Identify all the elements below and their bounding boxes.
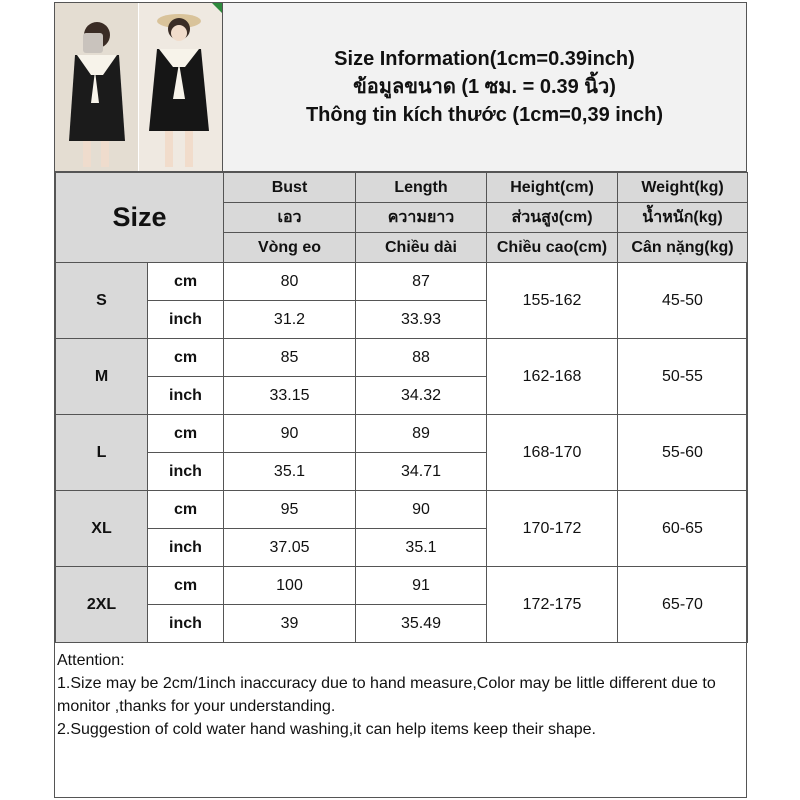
length-inch-value: 35.1 xyxy=(356,529,487,567)
bust-cm-value: 95 xyxy=(224,491,356,529)
unit-cm: cm xyxy=(148,491,224,529)
unit-inch: inch xyxy=(148,377,224,415)
weight-range: 65-70 xyxy=(618,567,748,643)
height-range: 168-170 xyxy=(487,415,618,491)
bust-inch-value: 39 xyxy=(224,605,356,643)
height-range: 170-172 xyxy=(487,491,618,567)
size-label-xl: XL xyxy=(56,491,148,567)
unit-cm: cm xyxy=(148,339,224,377)
unit-cm: cm xyxy=(148,415,224,453)
height-range: 155-162 xyxy=(487,263,618,339)
weight-range: 55-60 xyxy=(618,415,748,491)
table-row xyxy=(56,567,748,605)
height-header-vi: Chiều cao(cm) xyxy=(487,233,618,263)
size-column-title: Size xyxy=(56,173,224,263)
bust-cm-value: 80 xyxy=(224,263,356,301)
unit-inch: inch xyxy=(148,529,224,567)
length-inch-value: 34.32 xyxy=(356,377,487,415)
length-cm-value: 89 xyxy=(356,415,487,453)
length-cm-value: 87 xyxy=(356,263,487,301)
attention-note-2: 2.Suggestion of cold water hand washing,it can help items keep their shape. xyxy=(57,721,596,738)
height-header-en: Height(cm) xyxy=(487,173,618,203)
bust-cm-value: 90 xyxy=(224,415,356,453)
length-inch-value: 33.93 xyxy=(356,301,487,339)
unit-inch: inch xyxy=(148,605,224,643)
table-row xyxy=(56,415,748,453)
weight-header-th: น้ำหนัก(kg) xyxy=(618,203,748,233)
size-table xyxy=(55,172,748,643)
size-label-m: M xyxy=(56,339,148,415)
height-range: 162-168 xyxy=(487,339,618,415)
header-title-english: Size Information(1cm=0.39inch) xyxy=(334,48,635,70)
product-photo-image xyxy=(55,3,222,171)
size-label-2xl: 2XL xyxy=(56,567,148,643)
bust-cm-value: 85 xyxy=(224,339,356,377)
attention-notes xyxy=(55,647,746,741)
weight-range: 50-55 xyxy=(618,339,748,415)
length-inch-value: 35.49 xyxy=(356,605,487,643)
height-header-th: ส่วนสูง(cm) xyxy=(487,203,618,233)
unit-inch: inch xyxy=(148,453,224,491)
attention-heading: Attention: xyxy=(57,652,125,669)
bust-inch-value: 33.15 xyxy=(224,377,356,415)
length-cm-value: 91 xyxy=(356,567,487,605)
length-header-th: ความยาว xyxy=(356,203,487,233)
unit-inch: inch xyxy=(148,301,224,339)
table-row xyxy=(56,339,748,377)
table-row xyxy=(56,491,748,529)
weight-range: 45-50 xyxy=(618,263,748,339)
bust-inch-value: 31.2 xyxy=(224,301,356,339)
table-row xyxy=(56,263,748,301)
length-cm-value: 88 xyxy=(356,339,487,377)
length-cm-value: 90 xyxy=(356,491,487,529)
length-header-vi: Chiều dài xyxy=(356,233,487,263)
weight-header-en: Weight(kg) xyxy=(618,173,748,203)
header-title-thai: ข้อมูลขนาด (1 ซม. = 0.39 นิ้ว) xyxy=(353,76,616,98)
attention-note-1: 1.Size may be 2cm/1inch inaccuracy due to hand measure,Color may be little different due to monitor ,thanks for your understanding. xyxy=(57,675,716,715)
size-info-header xyxy=(223,3,746,172)
size-chart-sheet xyxy=(54,2,747,798)
product-photo xyxy=(55,3,223,172)
weight-range: 60-65 xyxy=(618,491,748,567)
size-label-s: S xyxy=(56,263,148,339)
unit-cm: cm xyxy=(148,567,224,605)
height-range: 172-175 xyxy=(487,567,618,643)
size-label-l: L xyxy=(56,415,148,491)
length-header-en: Length xyxy=(356,173,487,203)
bust-header-vi: Vòng eo xyxy=(224,233,356,263)
length-inch-value: 34.71 xyxy=(356,453,487,491)
table-header-row xyxy=(56,173,748,203)
header-title-vietnamese: Thông tin kích thước (1cm=0,39 inch) xyxy=(305,104,664,126)
weight-header-vi: Cân nặng(kg) xyxy=(618,233,748,263)
bust-inch-value: 35.1 xyxy=(224,453,356,491)
unit-cm: cm xyxy=(148,263,224,301)
bust-header-th: เอว xyxy=(224,203,356,233)
bust-header-en: Bust xyxy=(224,173,356,203)
bust-inch-value: 37.05 xyxy=(224,529,356,567)
bust-cm-value: 100 xyxy=(224,567,356,605)
